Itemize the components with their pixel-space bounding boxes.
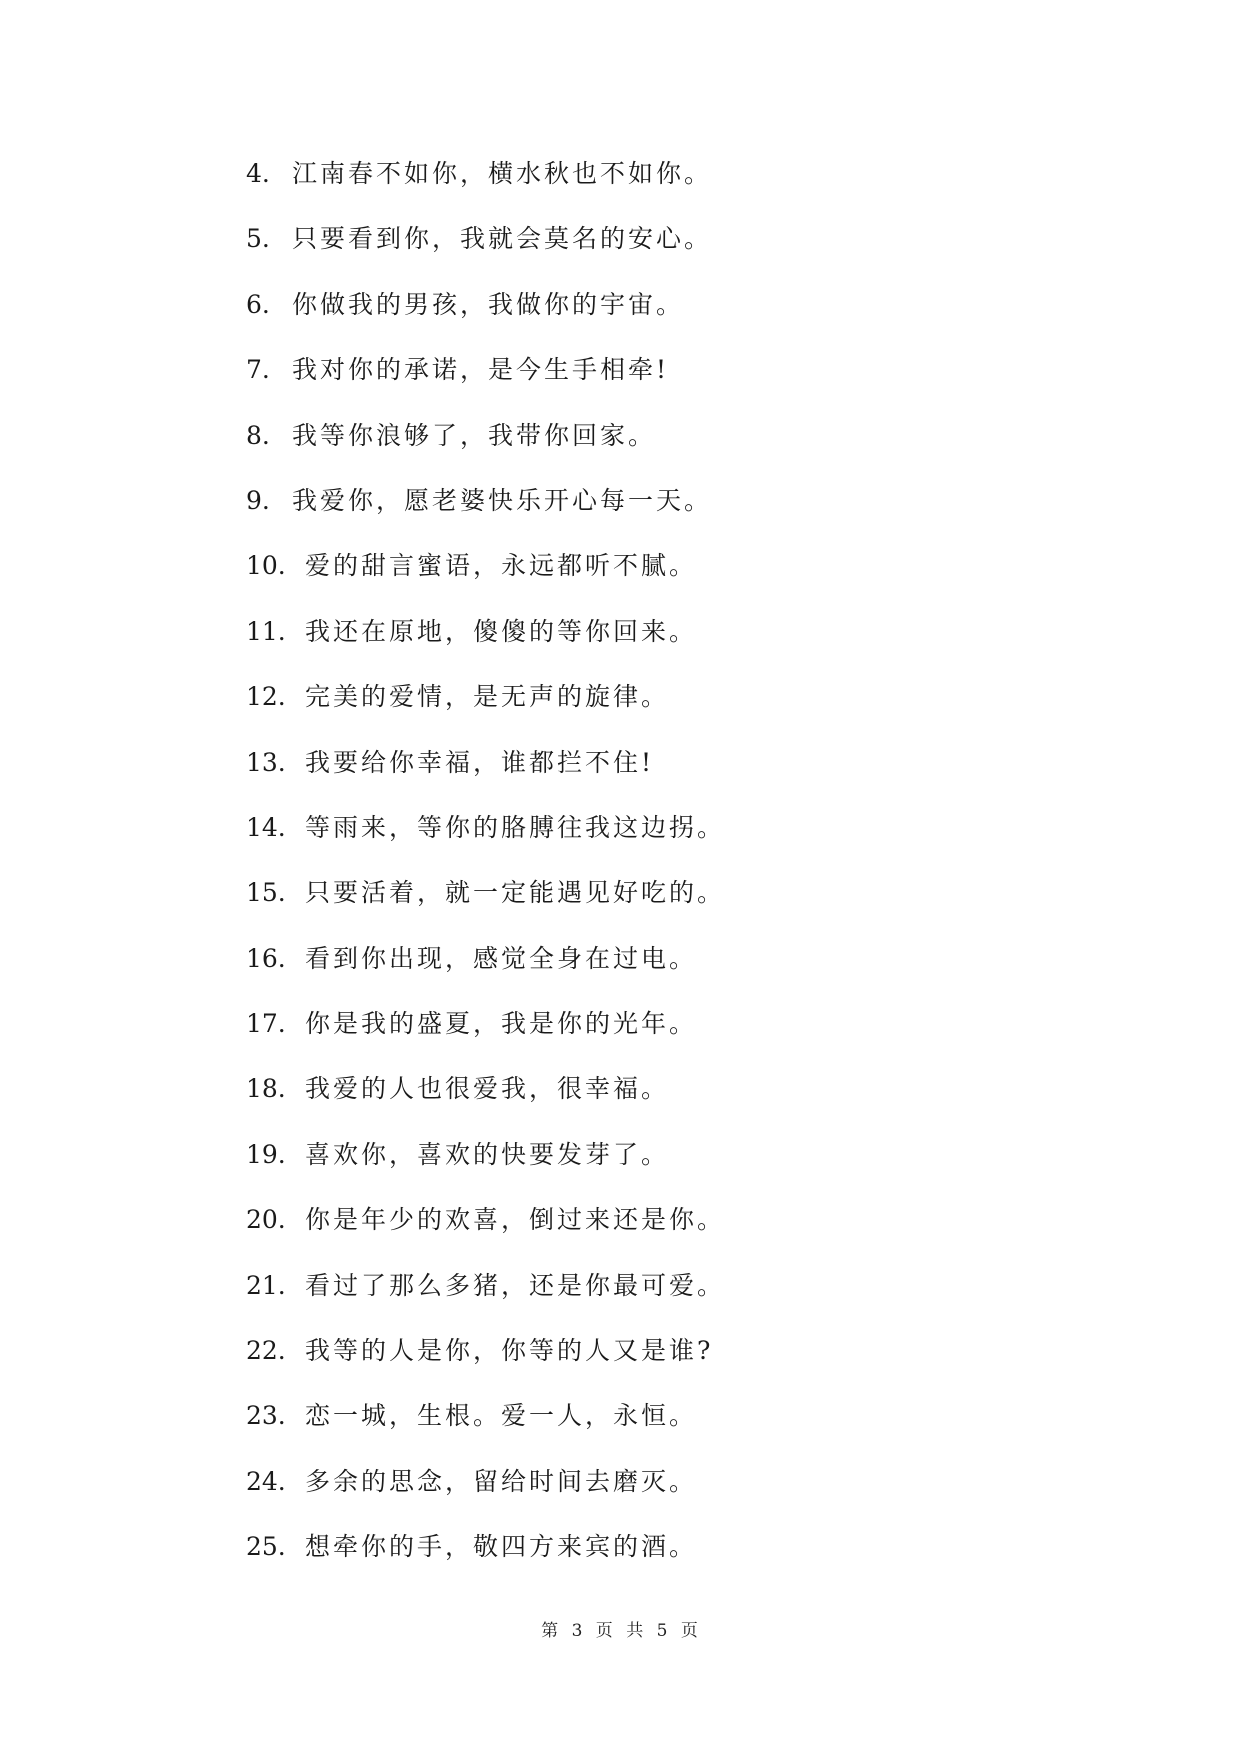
- item-number: 7.: [246, 355, 270, 385]
- item-text: 我爱的人也很爱我，很幸福。: [305, 1074, 670, 1104]
- list-item: [246, 157, 725, 222]
- item-text: 我对你的承诺，是今生手相牵!: [292, 355, 670, 385]
- list-item: [246, 1530, 725, 1595]
- item-number: 13.: [246, 747, 286, 777]
- list-item: [246, 484, 725, 549]
- list-item: [246, 1465, 725, 1530]
- list-item: [246, 1334, 725, 1399]
- item-text: 江南春不如你，横水秋也不如你。: [292, 159, 713, 188]
- list-item: [246, 288, 725, 353]
- item-number: 15.: [246, 878, 286, 908]
- list-item: [246, 1007, 725, 1072]
- item-text: 我等的人是你，你等的人又是谁?: [305, 1336, 714, 1366]
- item-text: 恋一城，生根。爱一人，永恒。: [305, 1401, 698, 1431]
- item-text: 看到你出现，感觉全身在过电。: [305, 943, 698, 973]
- item-number: 16.: [246, 943, 286, 973]
- item-text: 你是年少的欢喜，倒过来还是你。: [305, 1205, 726, 1235]
- item-text: 喜欢你，喜欢的快要发芽了。: [305, 1139, 670, 1169]
- list-item: [246, 876, 725, 941]
- item-number: 8.: [246, 420, 270, 450]
- item-number: 19.: [246, 1139, 286, 1169]
- item-number: 10.: [246, 551, 286, 581]
- list-item: [246, 1138, 725, 1203]
- item-text: 看过了那么多猪，还是你最可爱。: [305, 1270, 726, 1300]
- item-number: 17.: [246, 1009, 286, 1039]
- item-number: 22.: [246, 1336, 286, 1366]
- item-text: 我还在原地，傻傻的等你回来。: [305, 616, 698, 646]
- page-footer: 第 3 页 共 5 页: [541, 1621, 700, 1641]
- list-item: [246, 419, 725, 484]
- list-item: [246, 746, 725, 811]
- item-number: 20.: [246, 1205, 286, 1235]
- list-item: [246, 222, 725, 287]
- item-text: 只要看到你，我就会莫名的安心。: [292, 224, 713, 254]
- item-text: 只要活着，就一定能遇见好吃的。: [305, 878, 726, 908]
- list-item: [246, 1399, 725, 1464]
- item-number: 23.: [246, 1401, 286, 1431]
- item-number: 14.: [246, 812, 286, 842]
- list-item: [246, 1072, 725, 1137]
- item-number: 21.: [246, 1270, 286, 1300]
- item-number: 25.: [246, 1532, 286, 1562]
- item-number: 5.: [246, 224, 270, 254]
- list-item: [246, 1269, 725, 1334]
- list-item: [246, 1203, 725, 1268]
- item-number: 11.: [246, 616, 286, 646]
- item-text: 爱的甜言蜜语，永远都听不腻。: [305, 551, 698, 581]
- list-item: [246, 680, 725, 745]
- item-number: 12.: [246, 682, 286, 712]
- item-text: 我等你浪够了，我带你回家。: [292, 420, 657, 450]
- item-number: 6.: [246, 289, 270, 319]
- item-number: 18.: [246, 1074, 286, 1104]
- list-item: [246, 942, 725, 1007]
- item-text: 你是我的盛夏，我是你的光年。: [305, 1009, 698, 1039]
- list-item: [246, 353, 725, 418]
- quote-list: [246, 157, 725, 1596]
- list-item: [246, 615, 725, 680]
- item-text: 多余的思念，留给时间去磨灭。: [305, 1466, 698, 1496]
- item-text: 你做我的男孩，我做你的宇宙。: [292, 289, 685, 319]
- item-text: 等雨来，等你的胳膊往我这边拐。: [305, 812, 726, 842]
- item-text: 我要给你幸福，谁都拦不住!: [305, 747, 655, 777]
- item-number: 4.: [246, 159, 270, 188]
- item-text: 完美的爱情，是无声的旋律。: [305, 682, 670, 712]
- list-item: [246, 549, 725, 614]
- list-item: [246, 811, 725, 876]
- item-number: 9.: [246, 485, 270, 515]
- item-text: 我爱你，愿老婆快乐开心每一天。: [292, 485, 713, 515]
- item-number: 24.: [246, 1466, 286, 1496]
- item-text: 想牵你的手，敬四方来宾的酒。: [305, 1532, 698, 1562]
